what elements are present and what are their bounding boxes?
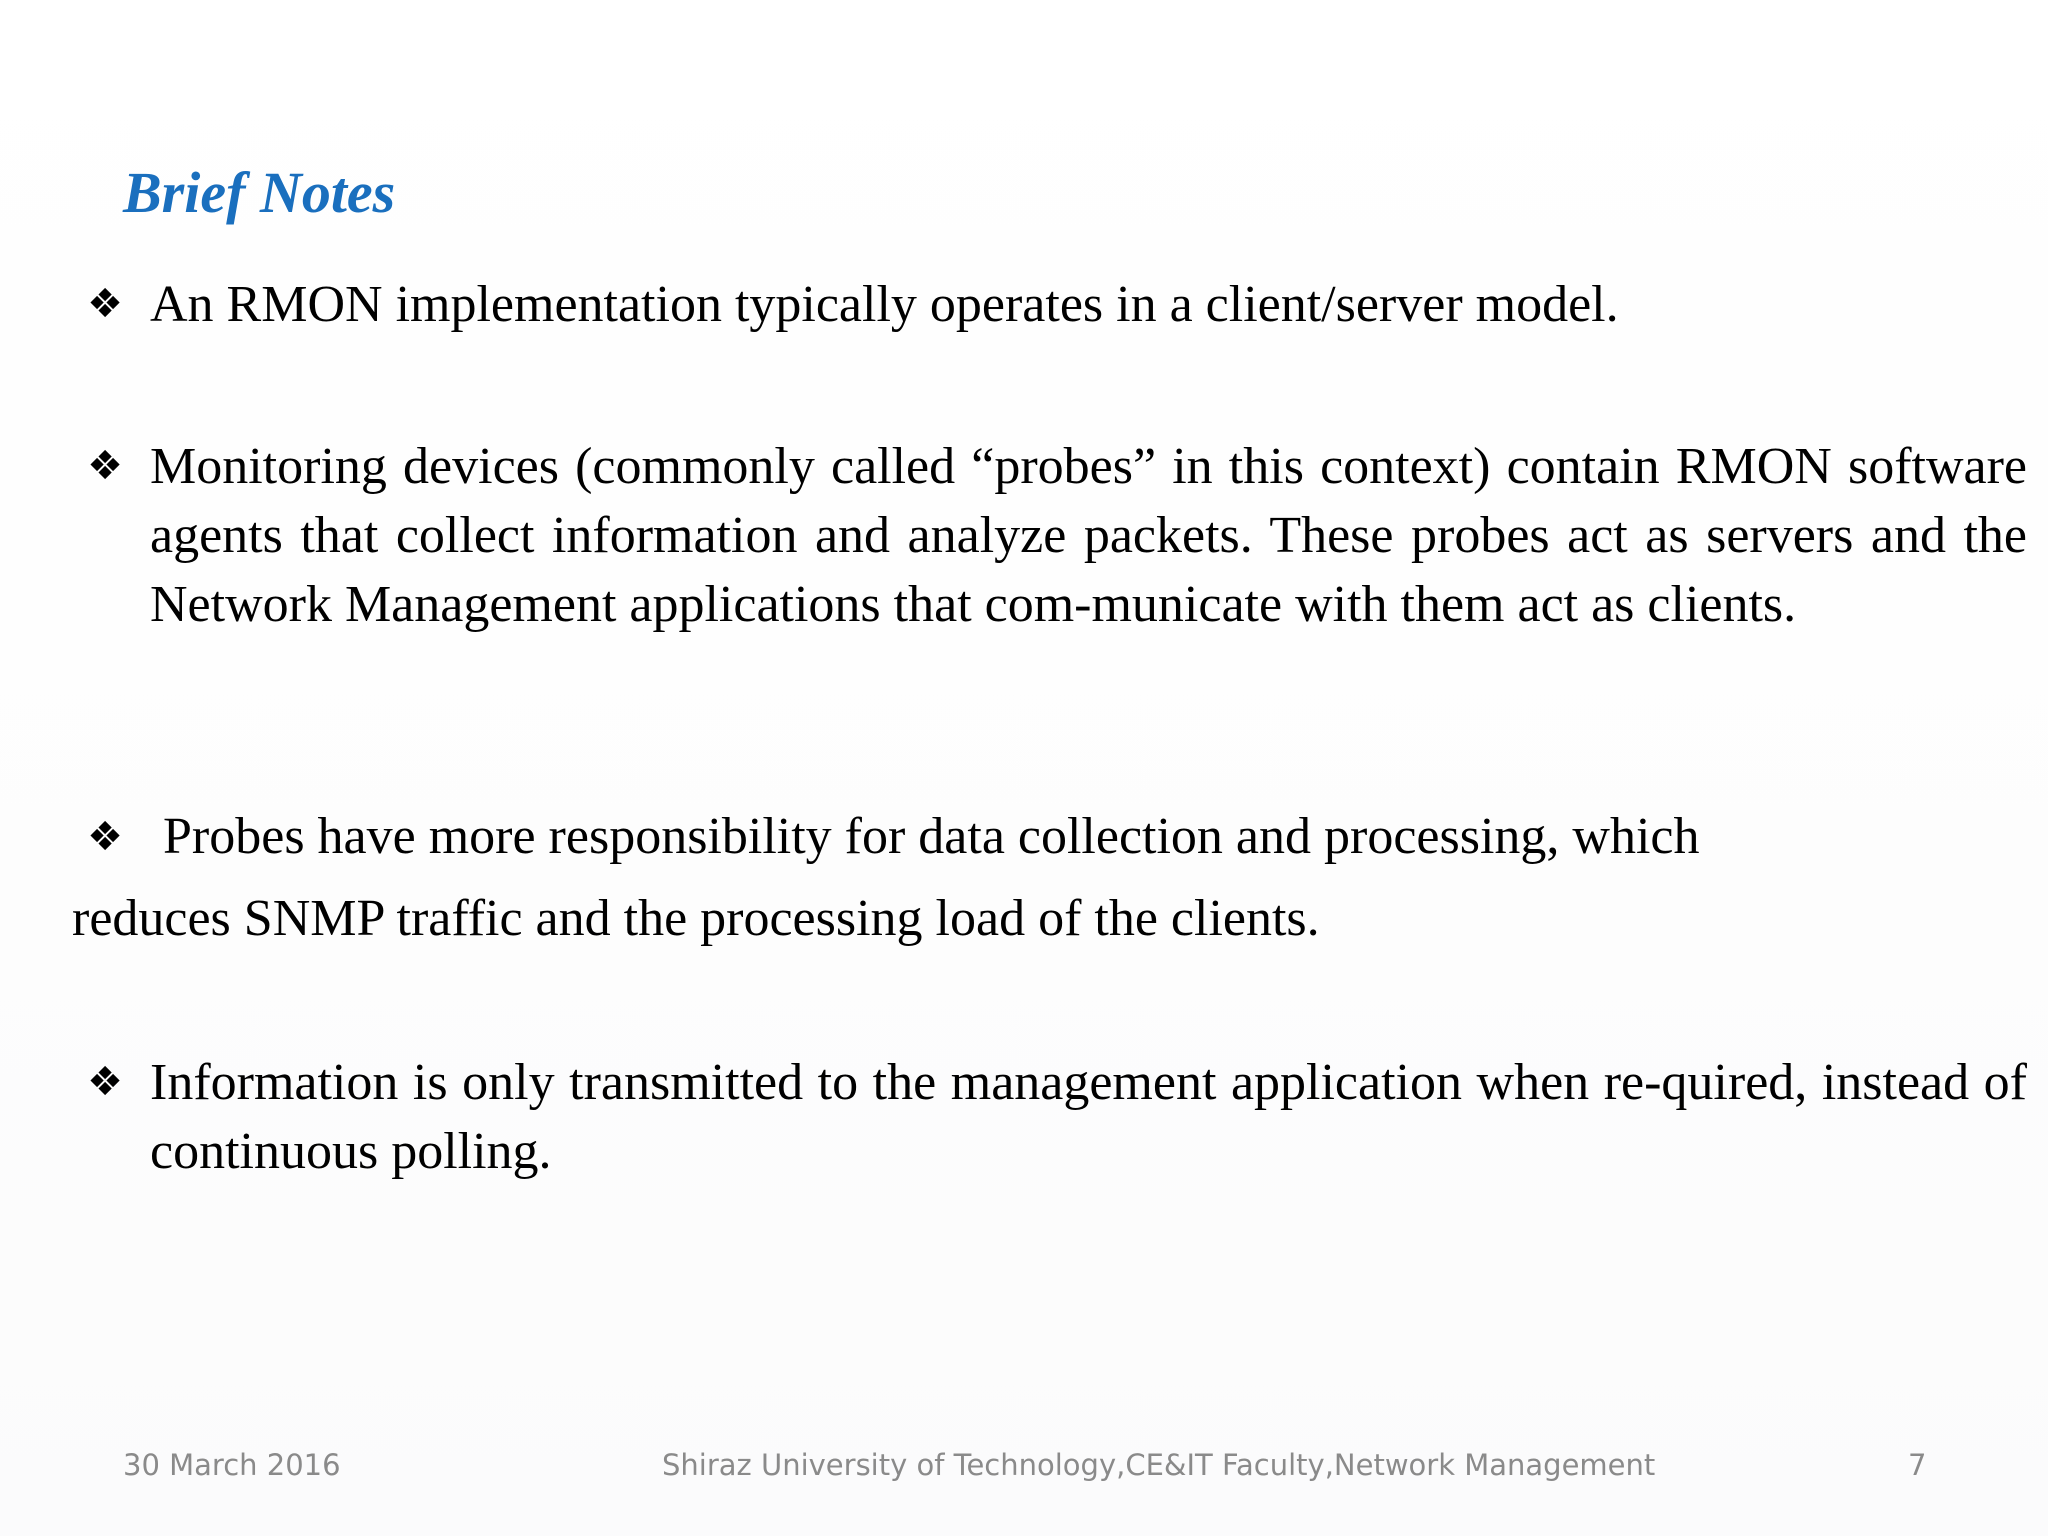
bullet-item-2: [75, 432, 2027, 639]
footer-institution: Shiraz University of Technology,CE&IT Faculty,Network Management: [662, 1448, 1656, 1482]
diamond-bullet-icon: ❖: [87, 1059, 123, 1105]
bullet-item-1: [75, 270, 2027, 339]
slide-number: 7: [1908, 1448, 1927, 1482]
bullet-text-4: Information is only transmitted to the management application when re-quired, instead of continuous polling.: [150, 1054, 2027, 1180]
bullet-text-3-line-1: Probes have more responsibility for data collection and processing, which: [163, 808, 1700, 865]
bullet-text-1: An RMON implementation typically operates in a client/server model.: [150, 276, 1619, 333]
bullet-item-3: [72, 796, 1972, 960]
bullet-text-2: Monitoring devices (commonly called “probes” in this context) contain RMON software agents that collect information and analyze packets. These probes act as servers and the Network Management applications that com-municate with them act as clients.: [150, 438, 2027, 633]
bullet-text-3-line-2: reduces SNMP traffic and the processing load of the clients.: [72, 890, 1320, 947]
footer-date: 30 March 2016: [123, 1448, 341, 1482]
diamond-bullet-icon: ❖: [87, 814, 123, 860]
slide-title: Brief Notes: [123, 160, 396, 225]
bullet-item-4: [75, 1048, 2027, 1186]
diamond-bullet-icon: ❖: [87, 443, 123, 489]
diamond-bullet-icon: ❖: [87, 281, 123, 327]
